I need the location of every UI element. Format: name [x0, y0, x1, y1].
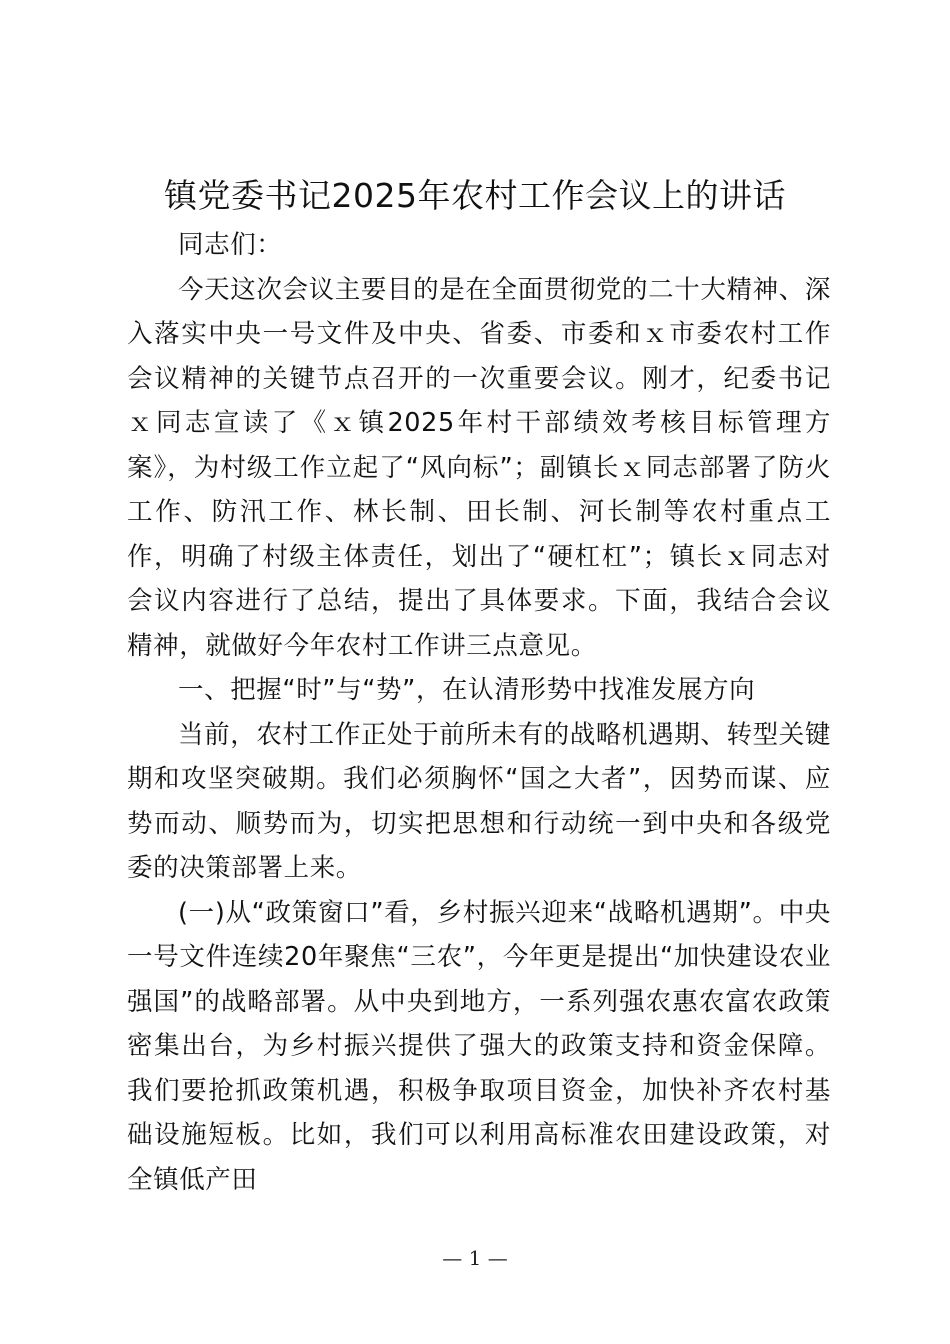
document-title: 镇党委书记2025年农村工作会议上的讲话 [164, 176, 786, 215]
section-heading-1: 一、把握“时”与“势”，在认清形势中找准发展方向 [178, 675, 756, 705]
paragraph-situation: 当前，农村工作正处于前所未有的战略机遇期、转型关键期和攻坚突破期。我们必须胸怀“国之大者”，因势而谋、应势而动、顺势而为，切实把思想和行动统一到中央和各级党委的决策部署上来。 [127, 719, 831, 883]
page-number: — 1 — [442, 1246, 508, 1270]
paragraph-intro: 今天这次会议主要目的是在全面贯彻党的二十大精神、深入落实中央一号文件及中央、省委、市委和ｘ市委农村工作会议精神的关键节点召开的一次重要会议。刚才，纪委书记ｘ同志宣读了《ｘ镇2025年村干部绩效考核目标管理方案》，为村级工作立起了“风向标”；副镇长ｘ同志部署了防火工作、防汛工作、林长制、田长制、河长制等农村重点工作，明确了村级主体责任，划出了“硬杠杠”；镇长ｘ同志对会议内容进行了总结，提出了具体要求。下面，我结合会议精神，就做好今年农村工作讲三点意见。 [127, 274, 831, 661]
paragraph-policy-window: (一)从“政策窗口”看，乡村振兴迎来“战略机遇期”。中央一号文件连续20年聚焦“三农”，今年更是提出“加快建设农业强国”的战略部署。从中央到地方，一系列强农惠农富农政策密集出台，为乡村振兴提供了强大的政策支持和资金保障。我们要抢抓政策机遇，积极争取项目资金，加快补齐农村基础设施短板。比如，我们可以利用高标准农田建设政策，对全镇低产田 [127, 897, 831, 1195]
document-body [127, 223, 831, 1202]
salutation: 同志们： [178, 230, 283, 260]
